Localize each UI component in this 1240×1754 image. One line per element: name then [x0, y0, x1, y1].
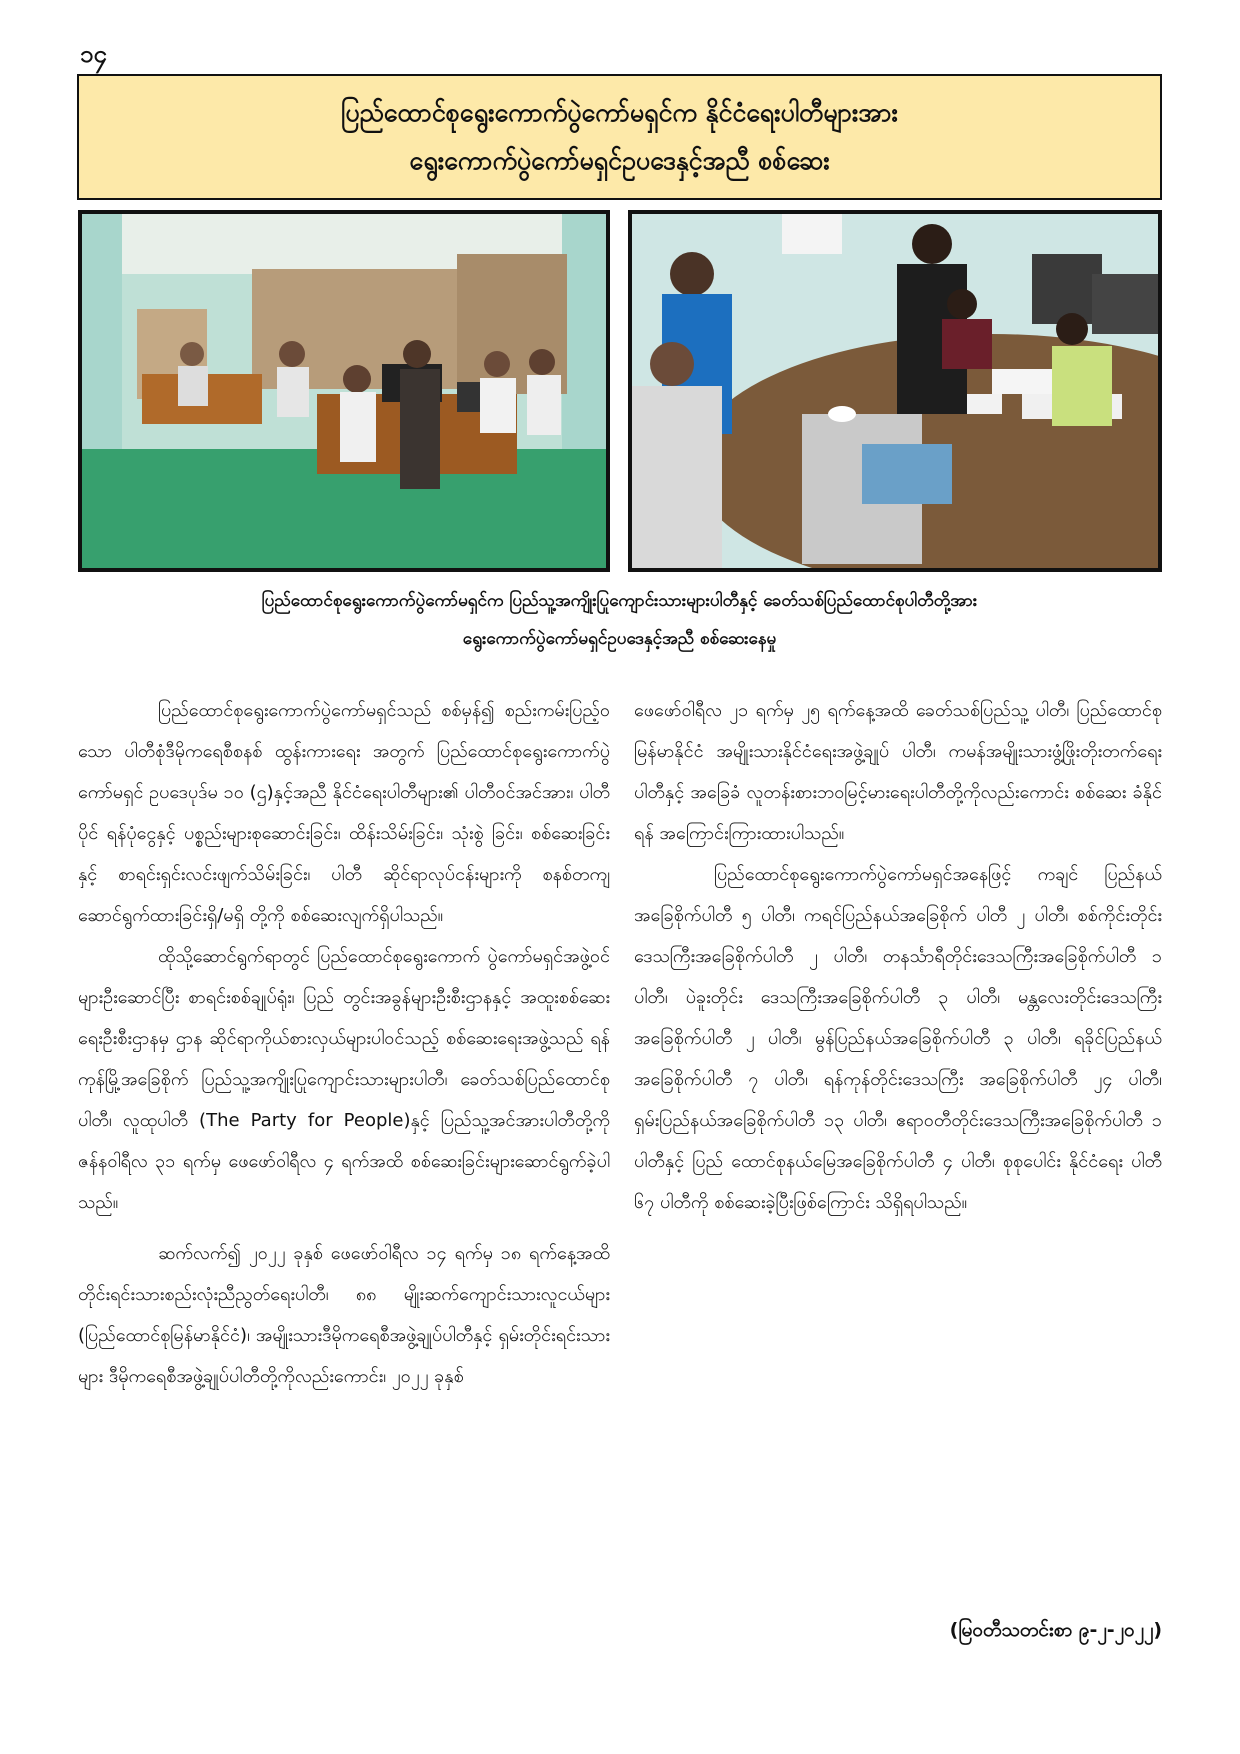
photo-caption-line-2: ရွေးကောက်ပွဲကော်မရှင်ဥပဒေနှင့်အညီ စစ်ဆေးနေမှု — [462, 629, 777, 649]
article-column-left — [78, 690, 610, 1397]
photo-meeting-table — [628, 210, 1162, 572]
headline-box — [77, 74, 1162, 200]
source-citation: (မြဝတီသတင်းစာ ၉-၂-၂၀၂၂) — [949, 1619, 1162, 1641]
headline-line-2: ရွေးကောက်ပွဲကော်မရှင်ဥပဒေနှင့်အညီ စစ်ဆေး — [409, 146, 830, 175]
page-number: ၁၄ — [80, 40, 107, 68]
photo-inspection-hall-image — [82, 214, 606, 568]
article-paragraph-2: ထိုသို့ဆောင်ရွက်ရာတွင် ပြည်ထောင်စုရွေးကောက် ပွဲကော်မရှင်အဖွဲ့ဝင်များဦးဆောင်ပြီး စာရင်းစစ်ချုပ်ရုံး၊ ပြည် တွင်းအခွန်များဦးစီးဌာနနှင့် အထူးစစ်ဆေးရေးဦးစီးဌာနမှ ဌာန ဆိုင်ရာကိုယ်စားလှယ်များပါဝင်သည့် စစ်ဆေးရေးအဖွဲ့သည် ရန်ကုန်မြို့အခြေစိုက် ပြည်သူ့အကျိုးပြုကျောင်းသားများပါတီ၊ ခေတ်သစ်ပြည်ထောင်စုပါတီ၊ လူထုပါတီ (The Party for People)နှင့် ပြည်သူ့အင်အားပါတီတို့ကို ဇန်နဝါရီလ ၃၁ ရက်မှ ဖေဖော်ဝါရီလ ၄ ရက်အထိ စစ်ဆေးခြင်းများဆောင်ရွက်ခဲ့ပါ သည်။ — [78, 946, 610, 1213]
article-paragraph-4: ဖေဖော်ဝါရီလ ၂၁ ရက်မှ ၂၅ ရက်နေ့အထိ ခေတ်သစ်ပြည်သူ့ ပါတီ၊ ပြည်ထောင်စုမြန်မာနိုင်ငံ အမျိုးသားနိုင်ငံရေးအဖွဲ့ချုပ် ပါတီ၊ ကမန်အမျိုးသားဖွံ့ဖြိုးတိုးတက်ရေးပါတီနှင့် အခြေခံ လူတန်းစားဘဝမြင့်မားရေးပါတီတို့ကိုလည်းကောင်း စစ်ဆေး ခံနိုင်ရန် အကြောင်းကြားထားပါသည်။ — [634, 700, 1162, 844]
article-paragraph-5: ပြည်ထောင်စုရွေးကောက်ပွဲကော်မရှင်အနေဖြင့် ကချင် ပြည်နယ်အခြေစိုက်ပါတီ ၅ ပါတီ၊ ကရင်ပြည်နယ်အခြေစိုက် ပါတီ ၂ ပါတီ၊ စစ်ကိုင်းတိုင်းဒေသကြီးအခြေစိုက်ပါတီ ၂ ပါတီ၊ တနင်္သာရီတိုင်းဒေသကြီးအခြေစိုက်ပါတီ ၁ ပါတီ၊ ပဲခူးတိုင်း ဒေသကြီးအခြေစိုက်ပါတီ ၃ ပါတီ၊ မန္တလေးတိုင်းဒေသကြီး အခြေစိုက်ပါတီ ၂ ပါတီ၊ မွန်ပြည်နယ်အခြေစိုက်ပါတီ ၃ ပါတီ၊ ရခိုင်ပြည်နယ်အခြေစိုက်ပါတီ ၇ ပါတီ၊ ရန်ကုန်တိုင်းဒေသကြီး အခြေစိုက်ပါတီ ၂၄ ပါတီ၊ ရှမ်းပြည်နယ်အခြေစိုက်ပါတီ ၁၃ ပါတီ၊ ဧရာဝတီတိုင်းဒေသကြီးအခြေစိုက်ပါတီ ၁ ပါတီနှင့် ပြည် ထောင်စုနယ်မြေအခြေစိုက်ပါတီ ၄ ပါတီ၊ စုစုပေါင်း နိုင်ငံရေး ပါတီ ၆၇ ပါတီကို စစ်ဆေးခဲ့ပြီးဖြစ်ကြောင်း သိရှိရပါသည်။ — [634, 864, 1162, 1213]
headline-line-1: ပြည်ထောင်စုရွေးကောက်ပွဲကော်မရှင်က နိုင်ငံရေးပါတီများအား — [341, 98, 898, 127]
photo-inspection-hall — [78, 210, 610, 572]
photo-caption-line-1: ပြည်ထောင်စုရွေးကောက်ပွဲကော်မရှင်က ပြည်သူ့အကျိုးပြုကျောင်းသားများပါတီနှင့် ခေတ်သစ်ပြည်ထောင်စုပါတီတို့အား — [261, 591, 978, 611]
article-paragraph-3: ဆက်လက်၍ ၂၀၂၂ ခုနှစ် ဖေဖော်ဝါရီလ ၁၄ ရက်မှ ၁၈ ရက်နေ့အထိ တိုင်းရင်းသားစည်းလုံးညီညွတ်ရေးပါတီ၊ ၈၈ မျိုးဆက်ကျောင်းသားလူငယ်များ (ပြည်ထောင်စုမြန်မာနိုင်ငံ)၊ အမျိုးသားဒီမိုကရေစီအဖွဲ့ချုပ်ပါတီနှင့် ရှမ်းတိုင်းရင်းသားများ ဒီမိုကရေစီအဖွဲ့ချုပ်ပါတီတို့ကိုလည်းကောင်း၊ ၂၀၂၂ ခုနှစ် — [78, 1243, 610, 1387]
article-column-right — [634, 690, 1162, 1223]
photo-caption — [77, 582, 1162, 658]
photo-meeting-table-image — [632, 214, 1158, 568]
article-paragraph-1: ပြည်ထောင်စုရွေးကောက်ပွဲကော်မရှင်သည် စစ်မှန်၍ စည်းကမ်းပြည့်ဝသော ပါတီစုံဒီမိုကရေစီစနစ် ထွန်းကားရေး အတွက် ပြည်ထောင်စုရွေးကောက်ပွဲကော်မရှင် ဥပဒေပုဒ်မ ၁၀ (ဌ)နှင့်အညီ နိုင်ငံရေးပါတီများ၏ ပါတီဝင်အင်အား၊ ပါတီပိုင် ရန်ပုံငွေနှင့် ပစ္စည်းများစုဆောင်းခြင်း၊ ထိန်းသိမ်းခြင်း၊ သုံးစွဲ ခြင်း၊ စစ်ဆေးခြင်းနှင့် စာရင်းရှင်းလင်းဖျက်သိမ်းခြင်း၊ ပါတီ ဆိုင်ရာလုပ်ငန်းများကို စနစ်တကျဆောင်ရွက်ထားခြင်းရှိ/မရှိ တို့ကို စစ်ဆေးလျက်ရှိပါသည်။ — [78, 700, 610, 926]
